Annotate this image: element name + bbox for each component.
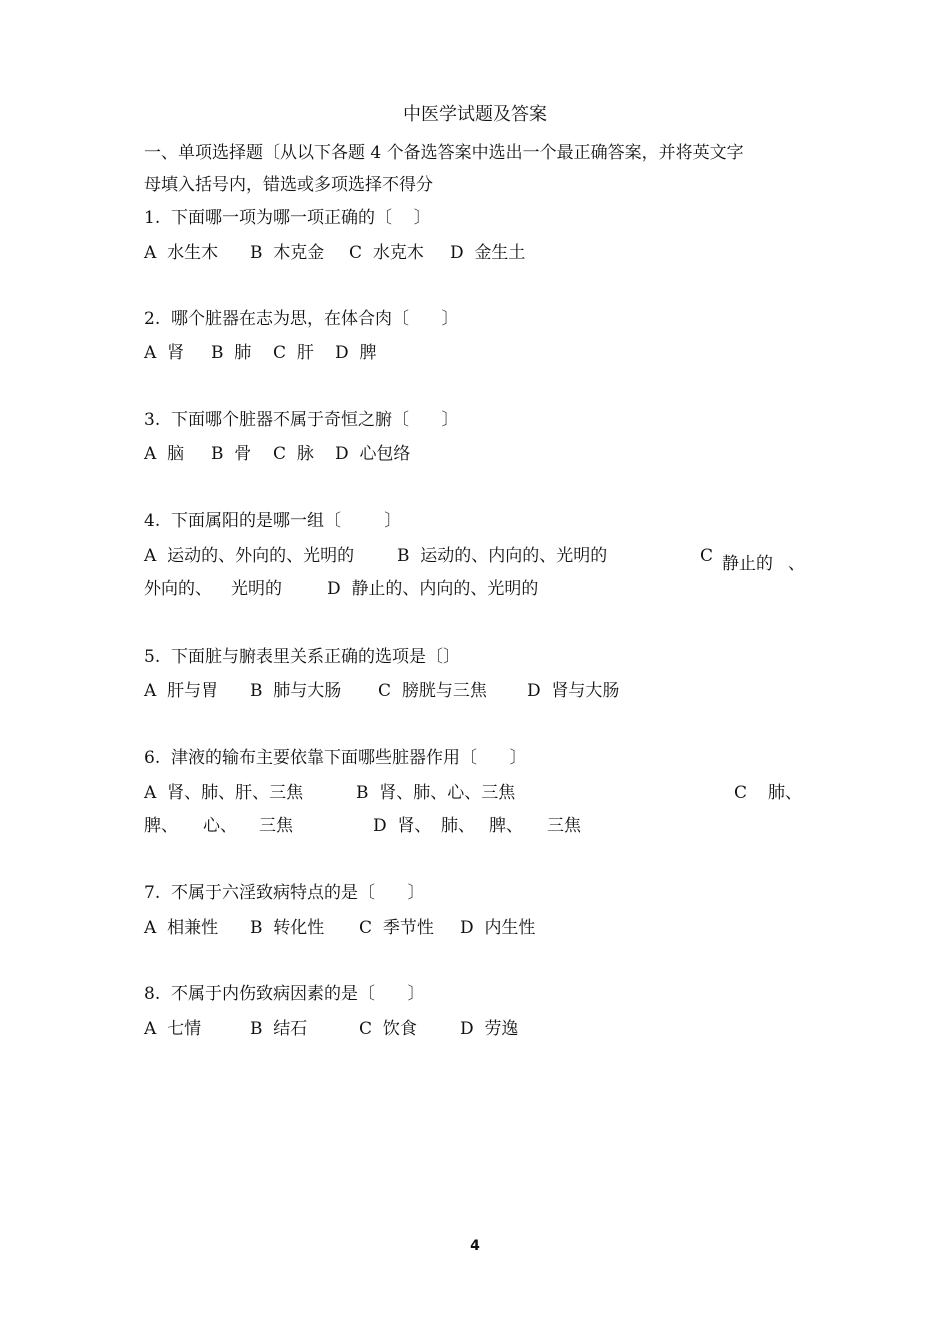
section-heading-line2: 母填入括号内，错选或多项选择不得分 bbox=[144, 175, 433, 195]
question-5-option-c: C 膀胱与三焦 bbox=[378, 681, 487, 701]
question-7-option-b: B 转化性 bbox=[250, 918, 325, 938]
document-title: 中医学试题及答案 bbox=[403, 104, 547, 125]
question-6-option-c-cont2: 心、 bbox=[203, 816, 237, 836]
question-8-option-c: C 饮食 bbox=[359, 1019, 417, 1039]
question-2-option-c: C 肝 bbox=[273, 343, 314, 363]
question-7-option-d: D 内生性 bbox=[460, 918, 536, 938]
page-number: 4 bbox=[470, 1238, 480, 1254]
question-5-option-d: D 肾与大肠 bbox=[527, 681, 620, 701]
question-3-option-d: D 心包络 bbox=[335, 444, 411, 464]
question-6-option-b: B 肾、肺、心、三焦 bbox=[356, 783, 516, 803]
section-heading-line1: 一、单项选择题〔从以下各题 4 个备选答案中选出一个最正确答案，并将英文字 bbox=[144, 143, 744, 163]
question-8-stem: 8. 不属于内伤致病因素的是〔 〕 bbox=[144, 984, 425, 1004]
question-3-option-a: A 脑 bbox=[144, 444, 185, 464]
question-5-stem: 5. 下面脏与腑表里关系正确的选项是〔〕 bbox=[144, 647, 461, 667]
question-6-option-a: A 肾、肺、肝、三焦 bbox=[144, 783, 304, 803]
question-8-option-d: D 劳逸 bbox=[460, 1019, 519, 1039]
question-1-option-d: D 金生土 bbox=[450, 243, 526, 263]
question-2-stem: 2. 哪个脏器在志为思，在体合肉〔 〕 bbox=[144, 309, 459, 329]
question-3-option-c: C 脉 bbox=[273, 444, 314, 464]
question-6-option-c-cont1: 脾、 bbox=[144, 816, 178, 836]
question-6-option-d-part2: 肺、 bbox=[441, 816, 475, 836]
question-4-option-c-cont2: 光明的 bbox=[231, 579, 282, 599]
question-4-option-d: D 静止的、内向的、光明的 bbox=[327, 579, 539, 599]
question-4-option-c-letter: C bbox=[700, 546, 714, 566]
question-6-option-d-part4: 三焦 bbox=[547, 816, 581, 836]
question-8-option-b: B 结石 bbox=[250, 1019, 308, 1039]
question-6-option-c-letter: C bbox=[734, 783, 748, 803]
question-4-option-a: A 运动的、外向的、光明的 bbox=[144, 546, 355, 566]
question-5-option-a: A 肝与胃 bbox=[144, 681, 219, 701]
question-5-option-b: B 肺与大肠 bbox=[250, 681, 342, 701]
question-3-option-b: B 骨 bbox=[211, 444, 252, 464]
question-8-option-a: A 七情 bbox=[144, 1019, 202, 1039]
question-2-option-d: D 脾 bbox=[335, 343, 377, 363]
question-3-stem: 3. 下面哪个脏器不属于奇恒之腑〔 〕 bbox=[144, 410, 459, 430]
question-4-option-b: B 运动的、内向的、光明的 bbox=[397, 546, 608, 566]
question-7-option-a: A 相兼性 bbox=[144, 918, 219, 938]
question-6-stem: 6. 津液的输布主要依靠下面哪些脏器作用〔 〕 bbox=[144, 748, 527, 768]
question-1-option-c: C 水克木 bbox=[349, 243, 424, 263]
question-7-option-c: C 季节性 bbox=[359, 918, 434, 938]
question-7-stem: 7. 不属于六淫致病特点的是〔 〕 bbox=[144, 883, 425, 903]
question-1-stem: 1. 下面哪一项为哪一项正确的〔 〕 bbox=[144, 208, 431, 228]
question-6-option-d-part1: D 肾、 bbox=[373, 816, 432, 836]
question-4-option-c-cont1: 外向的、 bbox=[144, 579, 212, 599]
question-1-option-b: B 木克金 bbox=[250, 243, 325, 263]
question-2-option-b: B 肺 bbox=[211, 343, 252, 363]
question-6-option-d-part3: 脾、 bbox=[489, 816, 523, 836]
question-1-option-a: A 水生木 bbox=[144, 243, 219, 263]
question-6-option-c-cont3: 三焦 bbox=[259, 816, 293, 836]
question-4-stem: 4. 下面属阳的是哪一组〔 〕 bbox=[144, 511, 402, 531]
question-4-option-c-text: 静止的 bbox=[722, 554, 773, 574]
question-4-option-c-separator: 、 bbox=[788, 554, 805, 574]
question-2-option-a: A 肾 bbox=[144, 343, 185, 363]
question-6-option-c-text: 肺、 bbox=[768, 783, 802, 803]
